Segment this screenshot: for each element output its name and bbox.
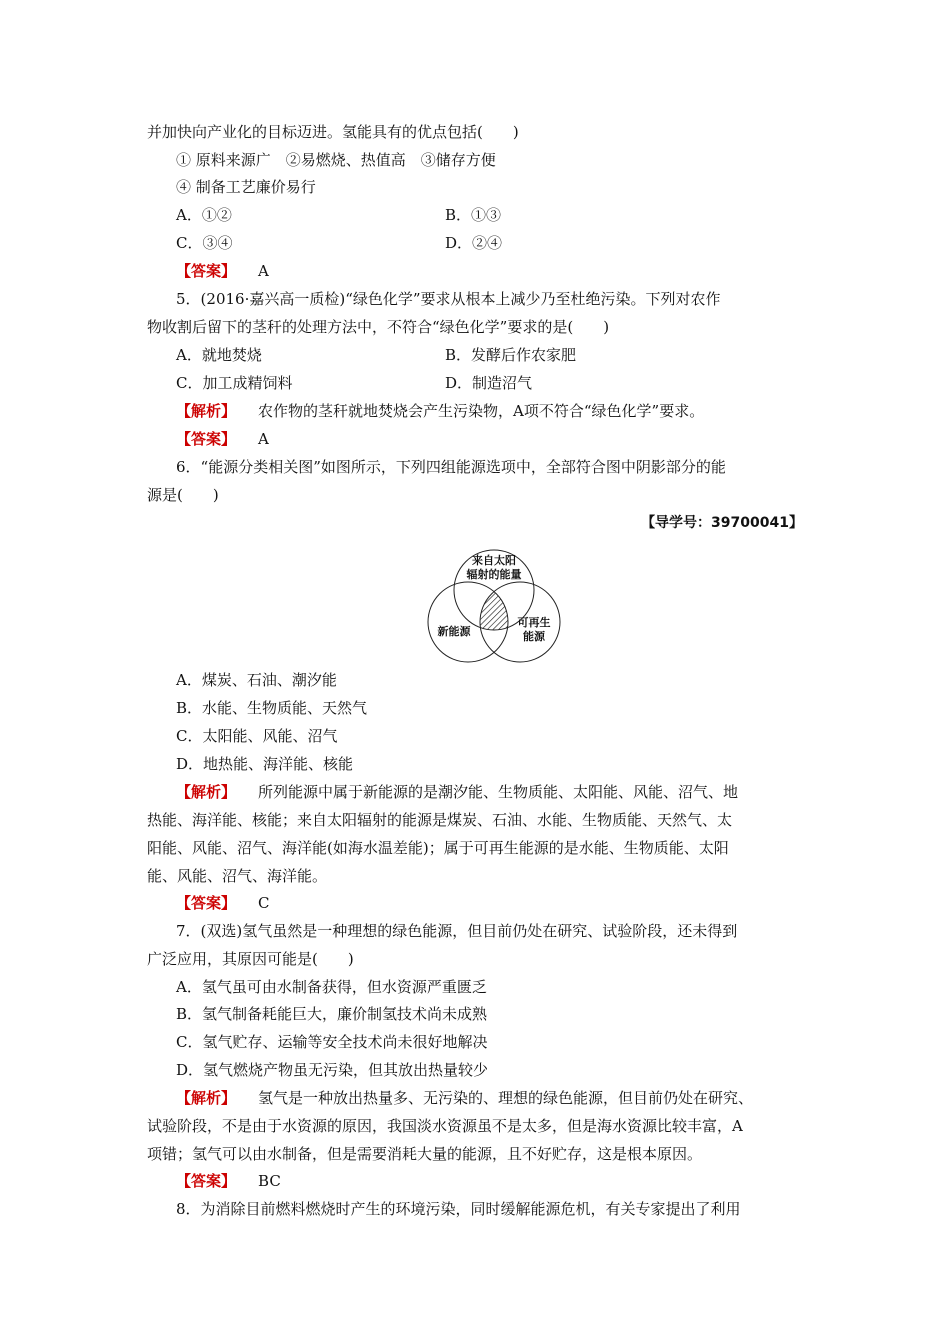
q4-answer	[176, 261, 269, 281]
q7-analysis-line2: 试验阶段，不是由于水资源的原因，我国淡水资源虽不是太多，但是海水资源比较丰富，A	[147, 1117, 743, 1135]
q5-stem-line1: 5．(2016·嘉兴高一质检)“绿色化学”要求从根本上减少乃至杜绝污染。下列对农作	[176, 290, 721, 308]
q6-analysis-line2: 热能、海洋能、核能；来自太阳辐射的能源是煤炭、石油、水能、生物质能、天然气、太	[147, 811, 733, 829]
renewable-label-line1: 可再生	[517, 616, 551, 629]
q7-stem-line1: 7．(双选)氢气虽然是一种理想的绿色能源，但目前仍处在研究、试验阶段，还未得到	[176, 922, 738, 940]
solar-label-line1: 来自太阳	[472, 554, 516, 567]
q4-option-a: A．①②	[176, 206, 232, 224]
q4-items-line2: ④ 制备工艺廉价易行	[176, 178, 316, 196]
q4-option-b: B．①③	[445, 206, 502, 224]
analysis-tag: 【解析】	[176, 783, 237, 801]
q6-option-c: C．太阳能、风能、沼气	[176, 727, 338, 745]
answer-value: A	[258, 430, 269, 448]
q4-option-d: D．②④	[445, 234, 503, 252]
analysis-tag: 【解析】	[176, 1089, 237, 1107]
guide-number: 【导学号：39700041】	[641, 515, 803, 531]
analysis-tag: 【解析】	[176, 402, 237, 420]
answer-value: BC	[258, 1172, 281, 1190]
q5-option-d: D．制造沼气	[445, 374, 533, 392]
q5-option-c: C．加工成精饲料	[176, 374, 293, 392]
q7-option-a: A．氢气虽可由水制备获得，但水资源严重匮乏	[176, 978, 487, 996]
q6-analysis-line3: 阳能、风能、沼气、海洋能(如海水温差能)；属于可再生能源的是水能、生物质能、太阳	[147, 839, 729, 857]
q6-analysis-line4: 能、风能、沼气、海洋能。	[147, 867, 328, 885]
answer-value: A	[258, 262, 269, 280]
q5-option-b: B．发酵后作农家肥	[445, 346, 577, 364]
analysis-text: 农作物的茎秆就地焚烧会产生污染物，A项不符合“绿色化学”要求。	[258, 402, 705, 420]
q6-option-d: D．地热能、海洋能、核能	[176, 755, 354, 773]
energy-venn-diagram	[416, 542, 572, 664]
q5-analysis	[176, 401, 704, 421]
analysis-text: 所列能源中属于新能源的是潮汐能、生物质能、太阳能、风能、沼气、地	[258, 783, 739, 801]
q7-analysis-line3: 项错；氢气可以由水制备，但是需要消耗大量的能源，且不好贮存，这是根本原因。	[147, 1145, 703, 1163]
new-energy-label: 新能源	[437, 625, 471, 638]
answer-tag: 【答案】	[176, 1172, 237, 1190]
q6-stem-line2: 源是( )	[147, 486, 219, 504]
q7-option-c: C．氢气贮存、运输等安全技术尚未很好地解决	[176, 1033, 488, 1051]
renewable-label-line2: 能源	[523, 630, 545, 643]
q6-stem-line1: 6．“能源分类相关图”如图所示，下列四组能源选项中，全部符合图中阴影部分的能	[176, 458, 726, 476]
q7-stem-line2: 广泛应用，其原因可能是( )	[147, 950, 354, 968]
answer-tag: 【答案】	[176, 894, 237, 912]
answer-tag: 【答案】	[176, 430, 237, 448]
q4-option-c: C．③④	[176, 234, 233, 252]
q4-items-line1: ① 原料来源广 ②易燃烧、热值高 ③储存方便	[176, 151, 496, 169]
q4-stem: 并加快向产业化的目标迈进。氢能具有的优点包括( )	[147, 123, 519, 141]
q5-option-a: A．就地焚烧	[176, 346, 262, 364]
q5-stem-line2: 物收割后留下的茎秆的处理方法中，不符合“绿色化学”要求的是( )	[147, 318, 610, 336]
q7-option-b: B．氢气制备耗能巨大，廉价制氢技术尚未成熟	[176, 1005, 488, 1023]
q6-answer	[176, 893, 270, 913]
q6-analysis-line1	[176, 782, 738, 802]
q7-analysis-line1	[176, 1088, 753, 1108]
q5-answer	[176, 429, 269, 449]
analysis-text: 氢气是一种放出热量多、无污染的、理想的绿色能源，但目前仍处在研究、	[258, 1089, 754, 1107]
q7-option-d: D．氢气燃烧产物虽无污染，但其放出热量较少	[176, 1061, 489, 1079]
answer-value: C	[258, 894, 270, 912]
solar-label-line2: 辐射的能量	[466, 568, 522, 581]
answer-tag: 【答案】	[176, 262, 237, 280]
q7-answer	[176, 1171, 281, 1191]
q6-option-a: A．煤炭、石油、潮汐能	[176, 671, 337, 689]
q8-stem-line1: 8．为消除目前燃料燃烧时产生的环境污染，同时缓解能源危机，有关专家提出了利用	[176, 1200, 741, 1218]
q6-option-b: B．水能、生物质能、天然气	[176, 699, 368, 717]
